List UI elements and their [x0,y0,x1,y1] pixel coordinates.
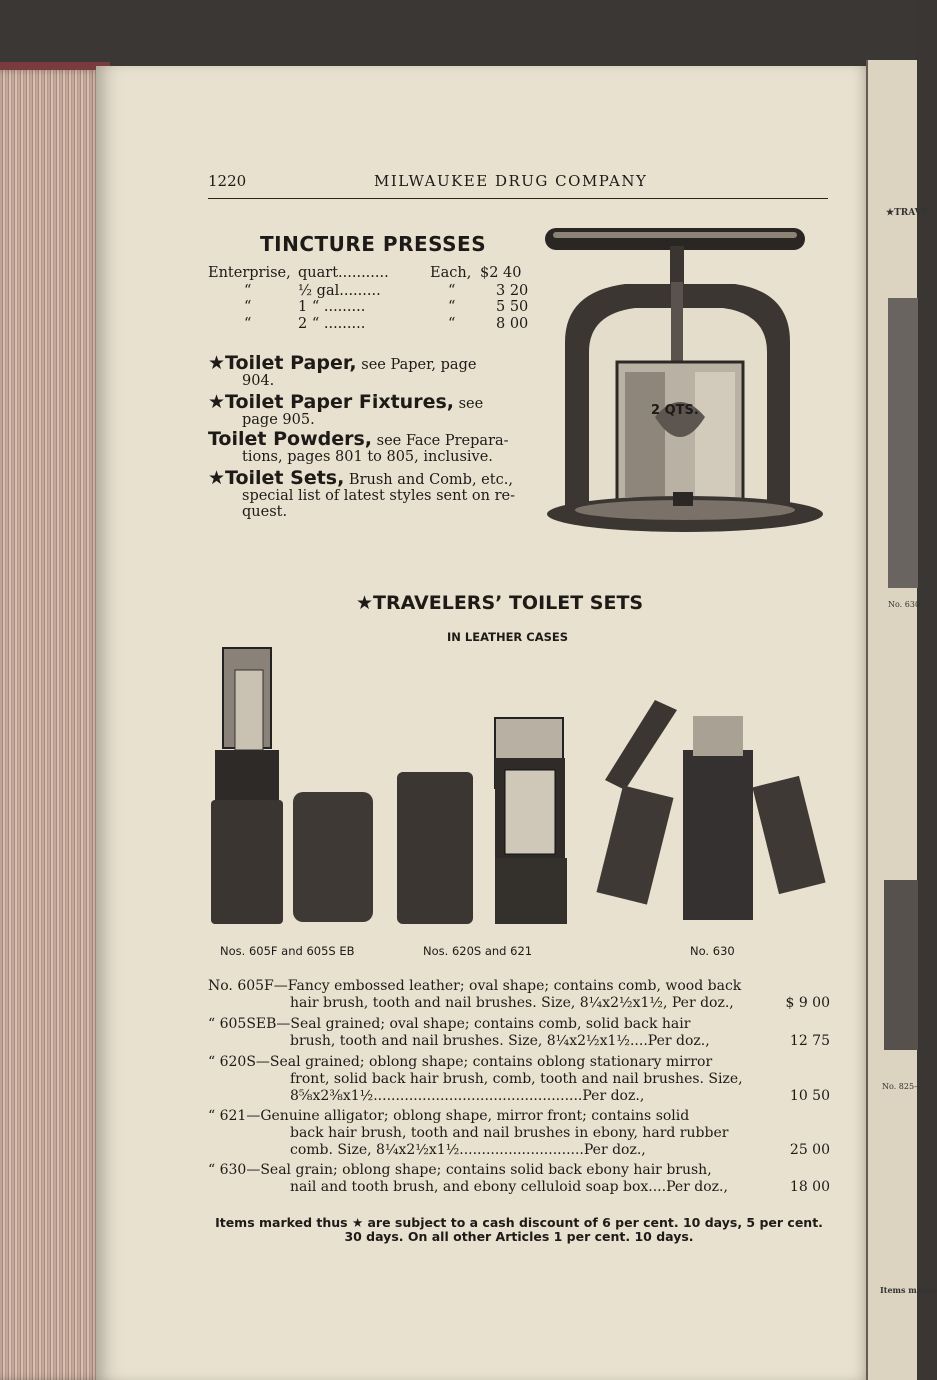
entry-title: Toilet Powders, [208,428,373,450]
price-item: “ [244,316,252,332]
description-line: front, solid back hair brush, comb, tooth and nail brushes. Size, [290,1071,743,1087]
tincture-heading: TINCTURE PRESSES [260,232,487,256]
tincture-press-illustration [545,222,830,534]
price-amount: 12 75 [789,1033,830,1049]
facing-page-illustration [888,298,918,588]
entry-text: see [453,396,484,412]
price-amount: 25 00 [789,1142,830,1158]
price-value: 8 00 [496,316,529,332]
facing-page-heading: ★TRAVE [886,208,929,218]
index-entry [208,391,533,428]
page-header [208,170,828,199]
entry-title: ★Toilet Paper Fixtures, [208,391,454,413]
price-unit: Each, [430,265,472,281]
description-line [208,1179,830,1196]
price-size: quart........... [298,265,389,281]
product-description [208,1108,830,1159]
index-entry [208,428,533,465]
entry-text: Brush and Comb, etc., [344,472,513,488]
entry-text: special list of latest styles sent on re- [242,488,515,504]
entry-title: ★Toilet Sets, [208,467,345,489]
description-line [208,995,830,1012]
description-line [208,1033,830,1050]
product-description [208,1054,830,1105]
caption-620-621: Nos. 620S and 621 [423,944,533,958]
description-line: “ 620S—Seal grained; oblong shape; contains oblong stationary mirror [208,1054,713,1070]
description-line: “ 605SEB—Seal grained; oval shape; contains comb, solid back hair [208,1016,691,1032]
description-line: back hair brush, tooth and nail brushes in ebony, hard rubber [290,1125,729,1141]
description-text: comb. Size, 8¼x2½x1½............................Per doz., [290,1142,646,1158]
index-entry [208,352,533,389]
description-line [208,1088,830,1105]
price-unit: “ [448,316,456,332]
product-description [208,1162,830,1196]
index-entry [208,467,533,520]
price-size: 1 “ ......... [298,299,366,315]
caption-605: Nos. 605F and 605S EB [220,944,355,958]
entry-text: 904. [242,373,275,389]
entry-text: quest. [242,504,288,520]
price-item: “ [244,283,252,299]
travelers-subheading: IN LEATHER CASES [447,630,569,644]
entry-text: tions, pages 801 to 805, inclusive. [242,449,493,465]
travelers-heading: ★TRAVELERS’ TOILET SETS [356,592,644,614]
price-item: Enterprise, [208,265,291,281]
facing-page-footer: Items marke [880,1285,937,1295]
price-size: ½ gal......... [298,283,381,299]
entry-text: see Paper, page [356,357,477,373]
description-text: hair brush, tooth and nail brushes. Size, 8¼x2½x1½, Per doz., [290,995,734,1011]
price-value: 3 20 [496,283,529,299]
price-value: 5 50 [496,299,529,315]
price-unit: “ [448,299,456,315]
entry-text: see Face Prepara- [372,433,509,449]
product-description [208,978,830,1012]
company-name: MILWAUKEE DRUG COMPANY [374,172,648,190]
book-page-edges [0,70,100,1380]
footer-line: 30 days. On all other Articles 1 per cent. 10 days. [344,1229,694,1244]
description-text: 8⅝x2⅜x1½...............................................Per doz., [290,1088,645,1104]
price-size: 2 “ ......... [298,316,366,332]
facing-page-caption: No. 630- [888,600,923,609]
facing-page-illustration-2 [884,880,918,1050]
price-item: “ [244,299,252,315]
price-amount: $ 9 00 [785,995,830,1011]
description-line [208,1142,830,1159]
price-unit: “ [448,283,456,299]
entry-title: ★Toilet Paper, [208,352,357,374]
description-line: “ 621—Genuine alligator; oblong shape, mirror front; contains solid [208,1108,690,1124]
page-number: 1220 [208,172,247,190]
entry-text: page 905. [242,412,315,428]
description-text: brush, tooth and nail brushes. Size, 8¼x2½x1½....Per doz., [290,1033,710,1049]
description-line: “ 630—Seal grain; oblong shape; contains solid back ebony hair brush, [208,1162,712,1178]
caption-630: No. 630 [690,944,735,958]
toilet-sets-illustration [205,640,830,930]
price-amount: 10 50 [789,1088,830,1104]
footer-line: Items marked thus ★ are subject to a cash discount of 6 per cent. 10 days, 5 per cent. [215,1215,823,1230]
facing-page [866,60,937,1380]
product-description [208,1016,830,1050]
price-value: $2 40 [480,265,522,281]
description-line: No. 605F—Fancy embossed leather; oval shape; contains comb, wood back [208,978,742,994]
press-capacity-label: 2 QTS. [651,403,699,418]
facing-page-caption-2: No. 825— [882,1082,923,1091]
description-text: nail and tooth brush, and ebony celluloid soap box....Per doz., [290,1179,728,1195]
discount-footer [208,1216,830,1244]
price-amount: 18 00 [789,1179,830,1195]
